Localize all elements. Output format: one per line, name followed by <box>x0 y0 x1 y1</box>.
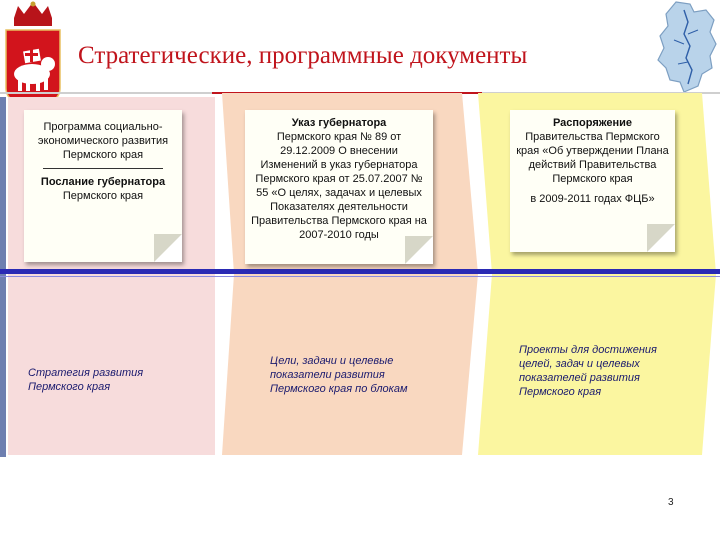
doc-address-title: Послание губернатора <box>40 176 166 188</box>
doc-order-body: Правительства Пермского края «Об утверждении Плана действий Правительства Пермского края <box>516 131 669 185</box>
left-accent-bar <box>0 97 6 457</box>
slide-title: Стратегические, программные документы <box>78 42 528 69</box>
note-separator <box>43 168 163 169</box>
page-fold <box>405 236 433 264</box>
page-fold <box>154 234 182 262</box>
doc-program-lead: Программа <box>43 121 102 133</box>
horizontal-divider-shadow <box>0 276 720 277</box>
doc-program-rest: социально-экономического развития Пермского края <box>37 121 169 161</box>
doc-decree-title: Указ губернатора <box>291 117 387 129</box>
strategy-result: Стратегия развития Пермского края <box>28 367 144 393</box>
strategy-documents-note <box>24 110 182 262</box>
doc-order-tail: в 2009-2011 годах ФЦБ» <box>530 193 655 205</box>
page-number: 3 <box>668 497 674 508</box>
page-fold <box>647 224 675 252</box>
projects-result: Проекты для достижения целей, задач и целевых показателей развития Пермского края <box>519 344 657 398</box>
projects-order-note <box>510 110 675 252</box>
crown <box>14 2 52 27</box>
doc-order-title: Распоряжение <box>552 117 633 129</box>
goals-result: Цели, задачи и целевые показатели развития Пермского края по блокам <box>270 355 408 395</box>
horizontal-divider <box>0 269 720 274</box>
doc-decree-body: Пермского края № 89 от 29.12.2009 О внесении Изменений в указ губернатора Пермского края от 25.07.2007 № 55 «О целях, задачах и целевых Показателях деятельности Правительства Пермского края на 2007-2010 годы <box>251 131 427 241</box>
doc-address-rest: Пермского края <box>62 190 144 202</box>
goals-decree-note <box>245 110 433 264</box>
